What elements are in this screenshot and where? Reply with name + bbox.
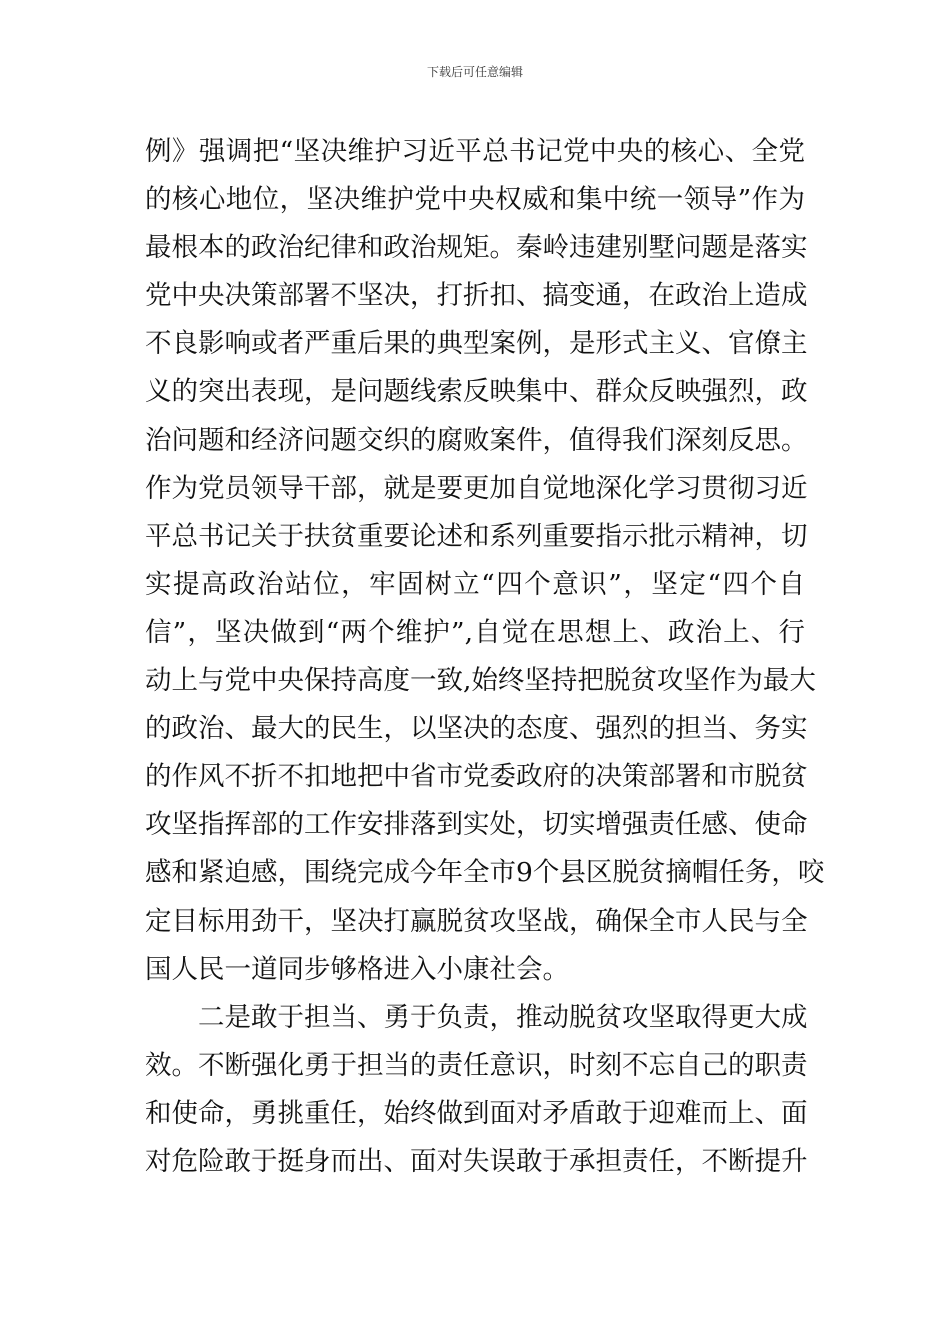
text-line: 党中央决策部署不坚决，打折扣、搞变通，在政治上造成 (145, 280, 808, 312)
paragraph-start-line: 二是敢于担当、勇于负责，推动脱贫攻坚取得更大成 (198, 1001, 808, 1033)
text-line: 例》强调把“坚决维护习近平总书记党中央的核心、全党 (145, 136, 805, 167)
text-line: 平总书记关于扶贫重要论述和系列重要指示批示精神，切 (145, 520, 808, 552)
text-line: 和使命，勇挑重任，始终做到面对矛盾敢于迎难而上、面 (145, 1097, 808, 1129)
text-line: 效。不断强化勇于担当的责任意识，时刻不忘自己的职责 (145, 1049, 808, 1081)
text-line: 感和紧迫感，围绕完成今年全市9个县区脱贫摘帽任务，咬 (145, 857, 825, 889)
text-line: 对危险敢于挺身而出、面对失误敢于承担责任，不断提升 (145, 1145, 808, 1177)
text-line: 的核心地位，坚决维护党中央权威和集中统一领导”作为 (145, 184, 805, 216)
text-line: 治问题和经济问题交织的腐败案件，值得我们深刻反思。 (145, 424, 808, 456)
document-body (145, 128, 825, 1186)
text-line: 动上与党中央保持高度一致,始终坚持把脱贫攻坚作为最大 (145, 665, 816, 697)
text-line: 最根本的政治纪律和政治规矩。秦岭违建别墅问题是落实 (145, 232, 808, 264)
text-line: 信”，坚决做到“两个维护”,自觉在思想上、政治上、行 (145, 616, 805, 648)
text-line: 不良影响或者严重后果的典型案例，是形式主义、官僚主 (145, 328, 808, 360)
page-header: 下载后可任意编辑 (426, 65, 523, 79)
text-line: 国人民一道同步够格进入小康社会。 (145, 953, 569, 985)
text-line: 作为党员领导干部，就是要更加自觉地深化学习贯彻习近 (145, 472, 808, 504)
text-line: 实提高政治站位，牢固树立“四个意识”，坚定“四个自 (145, 568, 805, 600)
text-line: 的政治、最大的民生，以坚决的态度、强烈的担当、务实 (145, 713, 808, 745)
text-line: 的作风不折不扣地把中省市党委政府的决策部署和市脱贫 (145, 761, 808, 793)
text-line: 义的突出表现，是问题线索反映集中、群众反映强烈，政 (145, 376, 808, 408)
text-line: 攻坚指挥部的工作安排落到实处，切实增强责任感、使命 (145, 809, 808, 841)
text-line: 定目标用劲干，坚决打赢脱贫攻坚战，确保全市人民与全 (145, 905, 808, 937)
